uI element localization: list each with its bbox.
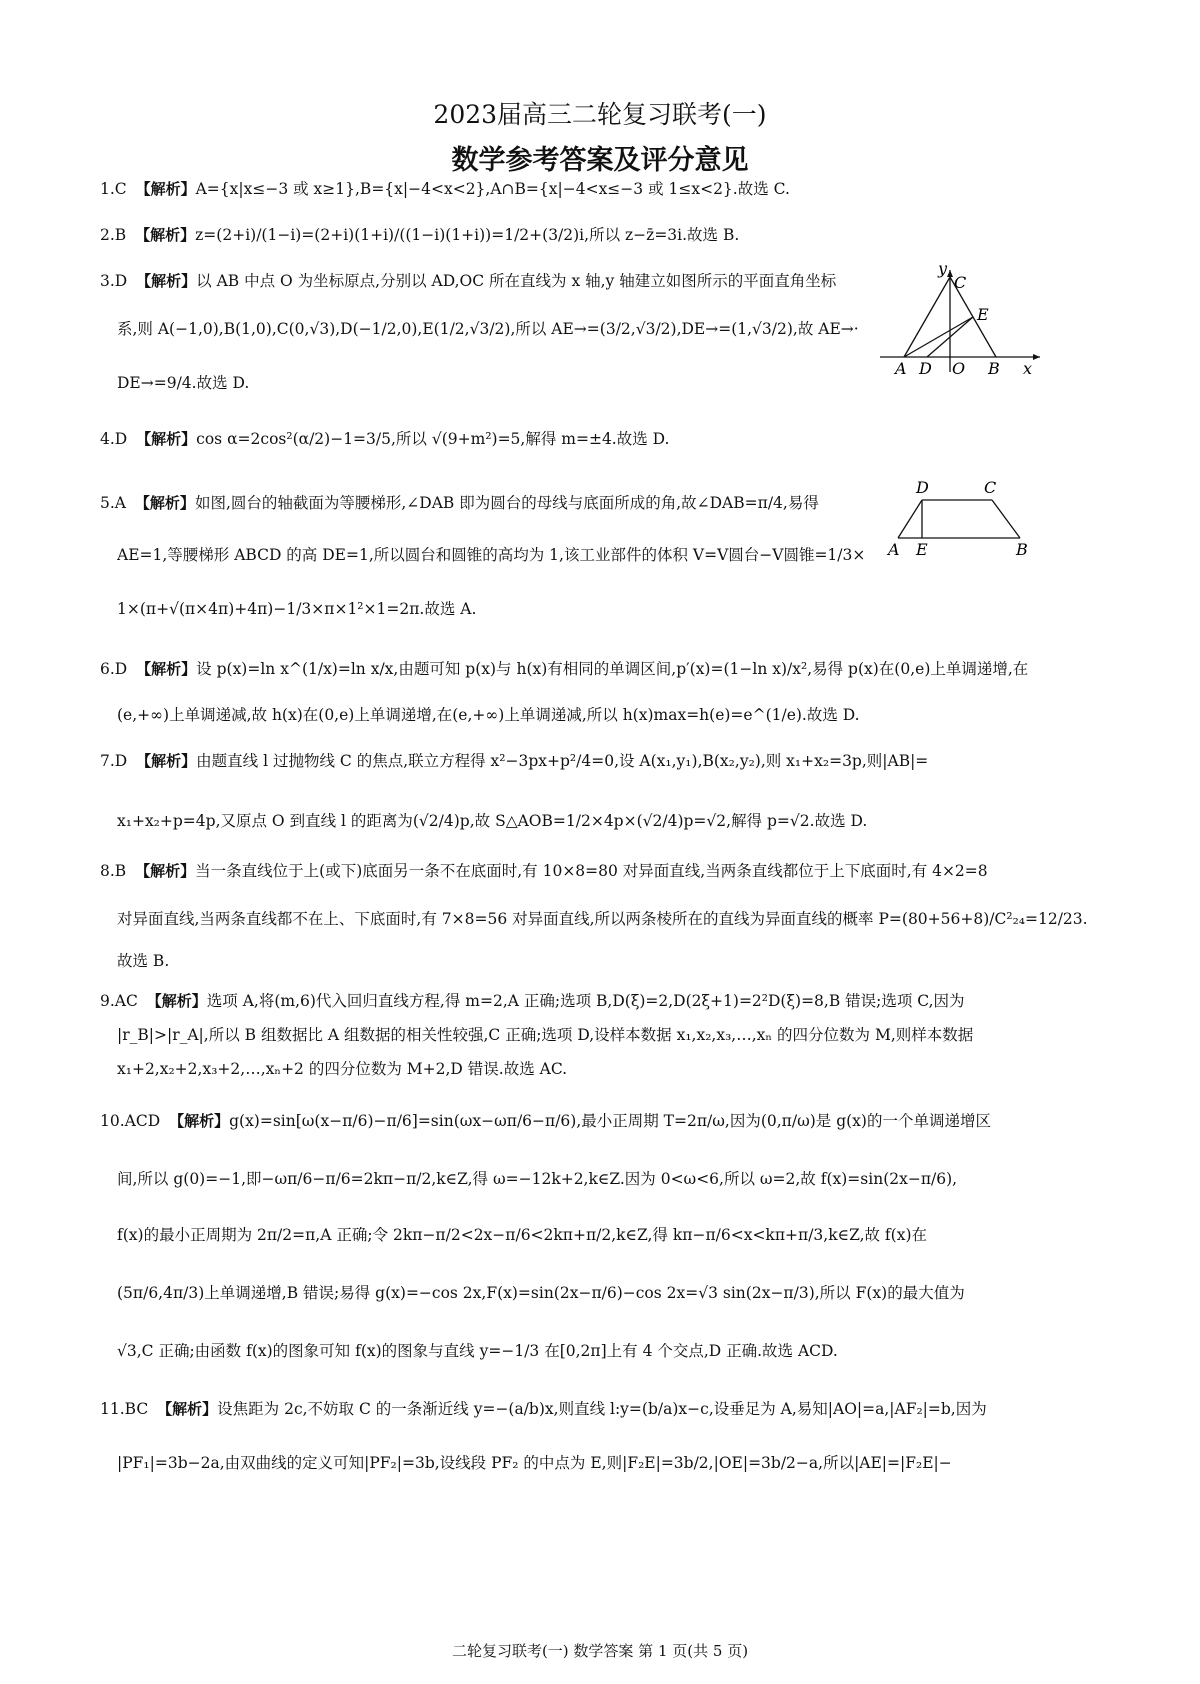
analysis-tag: 【解析】 bbox=[135, 862, 196, 880]
answer-text: 设焦距为 2c,不妨取 C 的一条渐近线 y=−(a/b)x,则直线 l:y=(b/a)x−c,设垂足为 A,易知|AO|=a,|AF₂|=b,因为 bbox=[217, 1400, 987, 1418]
answer-3-line-2: 系,则 A(−1,0),B(1,0),C(0,√3),D(−1/2,0),E(1/2,√3/2),所以 AE→=(3/2,√3/2),DE→=(1,√3/2),故 AE→· bbox=[117, 320, 859, 338]
answer-5-line-3: 1×(π+√(π×4π)+4π)−1/3×π×1²×1=2π.故选 A. bbox=[117, 600, 477, 618]
answer-number: 1.C bbox=[100, 180, 127, 198]
answer-1 bbox=[100, 176, 1120, 202]
trapezoid-figure bbox=[880, 478, 1040, 558]
answer-number: 11.BC bbox=[100, 1400, 149, 1418]
answer-text: 设 p(x)=ln x^(1/x)=ln x/x,由题可知 p(x)与 h(x)有相同的单调区间,p′(x)=(1−ln x)/x²,易得 p(x)在(0,e)上单调递增,在 bbox=[196, 660, 1029, 678]
page-footer: 二轮复习联考(一) 数学答案 第 1 页(共 5 页) bbox=[451, 1642, 749, 1660]
answer-7 bbox=[100, 748, 1120, 774]
answer-text: cos α=2cos²(α/2)−1=3/5,所以 √(9+m²)=5,解得 m=±4.故选 D. bbox=[196, 430, 670, 448]
label-B: B bbox=[1016, 540, 1028, 558]
answer-number: 6.D bbox=[100, 660, 128, 678]
coordinate-figure bbox=[875, 262, 1045, 378]
answer-2 bbox=[100, 222, 1120, 248]
answer-8 bbox=[100, 858, 1120, 884]
label-O: O bbox=[952, 359, 966, 378]
answer-text: 选项 A,将(m,6)代入回归直线方程,得 m=2,A 正确;选项 B,D(ξ)=2,D(2ξ+1)=2²D(ξ)=8,B 错误;选项 C,因为 bbox=[206, 992, 965, 1010]
label-E: E bbox=[916, 540, 928, 558]
answer-10-line-2: 间,所以 g(0)=−1,即−ωπ/6−π/6=2kπ−π/2,k∈Z,得 ω=−12k+2,k∈Z.因为 0<ω<6,所以 ω=2,故 f(x)=sin(2x−π/6), bbox=[117, 1170, 958, 1188]
label-E: E bbox=[977, 305, 989, 324]
answer-9-line-3: x₁+2,x₂+2,x₃+2,…,xₙ+2 的四分位数为 M+2,D 错误.故选 AC. bbox=[117, 1060, 568, 1078]
answer-number: 7.D bbox=[100, 752, 128, 770]
analysis-tag: 【解析】 bbox=[136, 430, 197, 448]
answer-9-line-2: |r_B|>|r_A|,所以 B 组数据比 A 组数据的相关性较强,C 正确;选项 D,设样本数据 x₁,x₂,x₃,…,xₙ 的四分位数为 M,则样本数据 bbox=[117, 1026, 974, 1044]
label-A: A bbox=[895, 359, 907, 378]
answer-8-line-3: 故选 B. bbox=[117, 952, 170, 970]
label-x: x bbox=[1023, 359, 1033, 378]
analysis-tag: 【解析】 bbox=[136, 272, 197, 290]
answer-9 bbox=[100, 988, 1120, 1014]
answer-11-line-2: |PF₁|=3b−2a,由双曲线的定义可知|PF₂|=3b,设线段 PF₂ 的中点为 E,则|F₂E|=3b/2,|OE|=3b/2−a,所以|AE|=|F₂E|− bbox=[117, 1454, 952, 1472]
answer-10-line-4: (5π/6,4π/3)上单调递增,B 错误;易得 g(x)=−cos 2x,F(x)=sin(2x−π/6)−cos 2x=√3 sin(2x−π/3),所以 F(x)的最大值为 bbox=[117, 1284, 965, 1302]
analysis-tag: 【解析】 bbox=[157, 1400, 218, 1418]
answer-10-line-3: f(x)的最小正周期为 2π/2=π,A 正确;令 2kπ−π/2<2x−π/6<2kπ+π/2,k∈Z,得 kπ−π/6<x<kπ+π/3,k∈Z,故 f(x)在 bbox=[117, 1226, 927, 1244]
label-A: A bbox=[888, 540, 900, 558]
answer-text: g(x)=sin[ω(x−π/6)−π/6]=sin(ωx−ωπ/6−π/6),最小正周期 T=2π/ω,因为(0,π/ω)是 g(x)的一个单调递增区 bbox=[229, 1112, 991, 1130]
answer-number: 9.AC bbox=[100, 992, 138, 1010]
label-C: C bbox=[954, 273, 967, 292]
answer-number: 3.D bbox=[100, 272, 128, 290]
page-title: 2023届高三二轮复习联考(一) bbox=[433, 100, 767, 129]
answer-5-line-2: AE=1,等腰梯形 ABCD 的高 DE=1,所以圆台和圆锥的高均为 1,该工业部件的体积 V=V圆台−V圆锥=1/3× bbox=[117, 546, 866, 564]
label-D: D bbox=[919, 359, 932, 378]
analysis-tag: 【解析】 bbox=[134, 494, 195, 512]
answer-number: 2.B bbox=[100, 226, 127, 244]
answer-text: 当一条直线位于上(或下)底面另一条不在底面时,有 10×8=80 对异面直线,当两条直线都位于上下底面时,有 4×2=8 bbox=[195, 862, 988, 880]
analysis-tag: 【解析】 bbox=[136, 660, 197, 678]
label-y: y bbox=[938, 262, 948, 278]
label-B: B bbox=[988, 359, 1000, 378]
answer-number: 10.ACD bbox=[100, 1112, 161, 1130]
answer-10-line-5: √3,C 正确;由函数 f(x)的图象可知 f(x)的图象与直线 y=−1/3 在[0,2π]上有 4 个交点,D 正确.故选 ACD. bbox=[117, 1342, 838, 1360]
answer-11 bbox=[100, 1396, 1120, 1422]
analysis-tag: 【解析】 bbox=[146, 992, 207, 1010]
answer-4 bbox=[100, 426, 1120, 452]
analysis-tag: 【解析】 bbox=[135, 226, 196, 244]
analysis-tag: 【解析】 bbox=[169, 1112, 230, 1130]
analysis-tag: 【解析】 bbox=[135, 180, 196, 198]
answer-text: 如图,圆台的轴截面为等腰梯形,∠DAB 即为圆台的母线与底面所成的角,故∠DAB=π/4,易得 bbox=[194, 494, 819, 512]
answer-text: z=(2+i)/(1−i)=(2+i)(1+i)/((1−i)(1+i))=1/2+(3/2)i,所以 z−z̄=3i.故选 B. bbox=[195, 226, 740, 244]
answer-number: 5.A bbox=[100, 494, 126, 512]
answer-text: 以 AB 中点 O 为坐标原点,分别以 AD,OC 所在直线为 x 轴,y 轴建立如图所示的平面直角坐标 bbox=[196, 272, 837, 290]
answer-6 bbox=[100, 656, 1120, 682]
answer-5 bbox=[100, 490, 940, 516]
answer-text: A={x|x≤−3 或 x≥1},B={x|−4<x<2},A∩B={x|−4<x≤−3 或 1≤x<2}.故选 C. bbox=[195, 180, 790, 198]
label-C: C bbox=[984, 478, 997, 497]
answer-8-line-2: 对异面直线,当两条直线都不在上、下底面时,有 7×8=56 对异面直线,所以两条棱所在的直线为异面直线的概率 P=(80+56+8)/C²₂₄=12/23. bbox=[117, 910, 1088, 928]
answer-7-line-2: x₁+x₂+p=4p,又原点 O 到直线 l 的距离为(√2/4)p,故 S△AOB=1/2×4p×(√2/4)p=√2,解得 p=√2.故选 D. bbox=[117, 812, 868, 830]
answer-3-line-3: DE→=9/4.故选 D. bbox=[117, 374, 250, 392]
answer-number: 8.B bbox=[100, 862, 127, 880]
answer-text: 由题直线 l 过抛物线 C 的焦点,联立方程得 x²−3px+p²/4=0,设 A(x₁,y₁),B(x₂,y₂),则 x₁+x₂=3p,则|AB|= bbox=[196, 752, 929, 770]
answer-10 bbox=[100, 1108, 1120, 1134]
analysis-tag: 【解析】 bbox=[136, 752, 197, 770]
label-D: D bbox=[916, 478, 929, 497]
answer-6-line-2: (e,+∞)上单调递减,故 h(x)在(0,e)上单调递增,在(e,+∞)上单调递减,所以 h(x)max=h(e)=e^(1/e).故选 D. bbox=[117, 706, 860, 724]
answer-number: 4.D bbox=[100, 430, 128, 448]
page-subtitle: 数学参考答案及评分意见 bbox=[451, 145, 749, 176]
answer-3 bbox=[100, 268, 940, 294]
